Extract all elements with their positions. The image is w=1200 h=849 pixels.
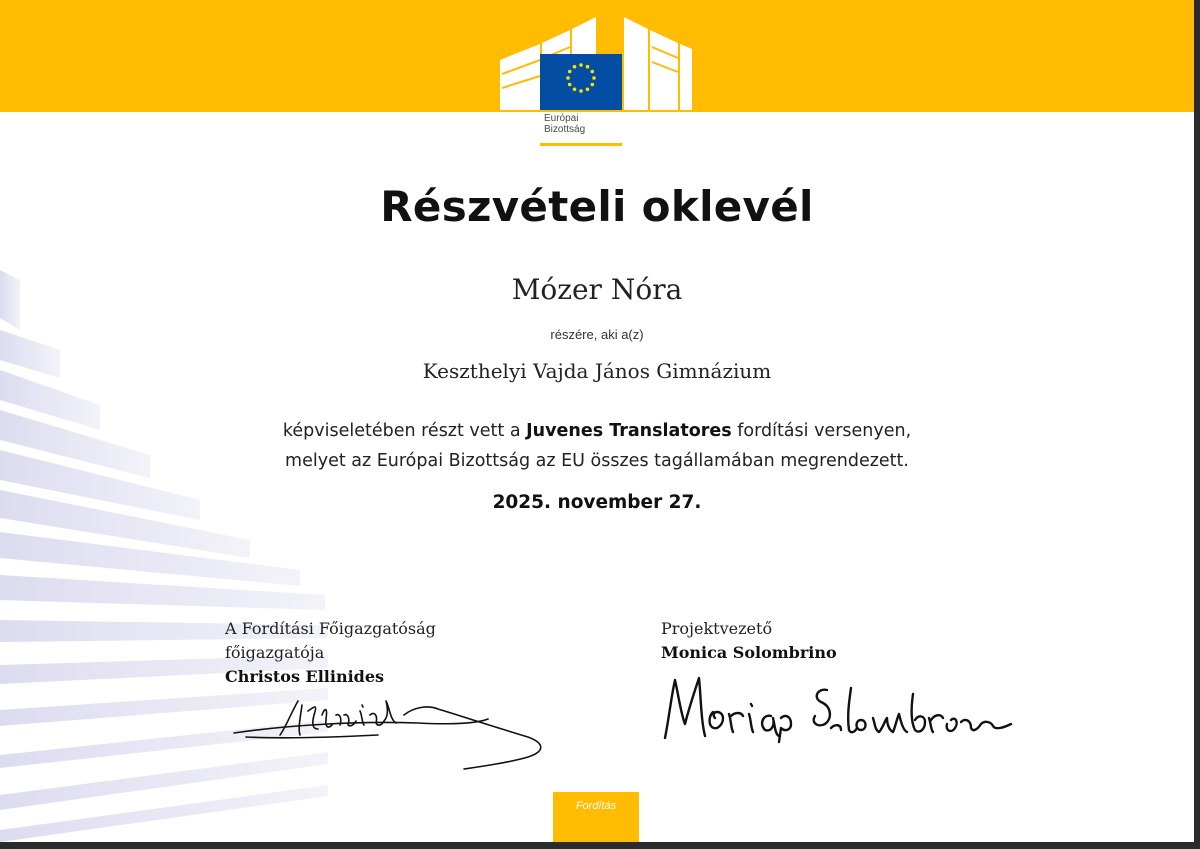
footer-badge-label: Fordítás bbox=[575, 800, 617, 812]
certificate-date: 2025. november 27. bbox=[492, 492, 702, 513]
signatory-left bbox=[225, 617, 436, 689]
footer-badge bbox=[553, 792, 639, 842]
logo-wordmark bbox=[544, 113, 585, 135]
logo-underline bbox=[540, 143, 622, 146]
signatory-right-name: Monica Solombrino bbox=[661, 643, 837, 662]
recipient-name: Mózer Nóra bbox=[511, 273, 683, 306]
school-name: Keszthelyi Vajda János Gimnázium bbox=[422, 359, 772, 383]
signatory-right bbox=[661, 617, 837, 665]
body-line-2: melyet az Európai Bizottság az EU összes tagállamában megrendezett. bbox=[285, 451, 909, 471]
certificate-title: Részvételi oklevél bbox=[380, 182, 814, 231]
body-line-1-start: képviseletében részt vett a bbox=[282, 421, 527, 441]
signatory-right-role: Projektvezető bbox=[661, 619, 773, 638]
viewer-frame-right bbox=[1194, 0, 1200, 849]
european-commission-logo bbox=[500, 14, 692, 148]
body-line-1-end: fordítási versenyen, bbox=[731, 421, 912, 441]
signatory-left-role-2: főigazgatója bbox=[225, 643, 325, 662]
logo-wordmark-line1: Európai bbox=[544, 113, 579, 124]
eu-flag bbox=[540, 54, 622, 110]
competition-name: Juvenes Translatores bbox=[526, 421, 732, 441]
recipient-suffix: részére, aki a(z) bbox=[550, 327, 644, 342]
certificate-body bbox=[0, 416, 1194, 476]
body-line-1 bbox=[0, 416, 1194, 446]
signatory-left-name: Christos Ellinides bbox=[225, 667, 385, 686]
handwritten-signature-right bbox=[655, 668, 1025, 750]
logo-wordmark-line2: Bizottság bbox=[544, 124, 586, 135]
viewer-frame-bottom bbox=[0, 842, 1200, 849]
signatory-left-role-1: A Fordítási Főigazgatóság bbox=[225, 619, 436, 638]
handwritten-signature-left bbox=[228, 685, 558, 777]
